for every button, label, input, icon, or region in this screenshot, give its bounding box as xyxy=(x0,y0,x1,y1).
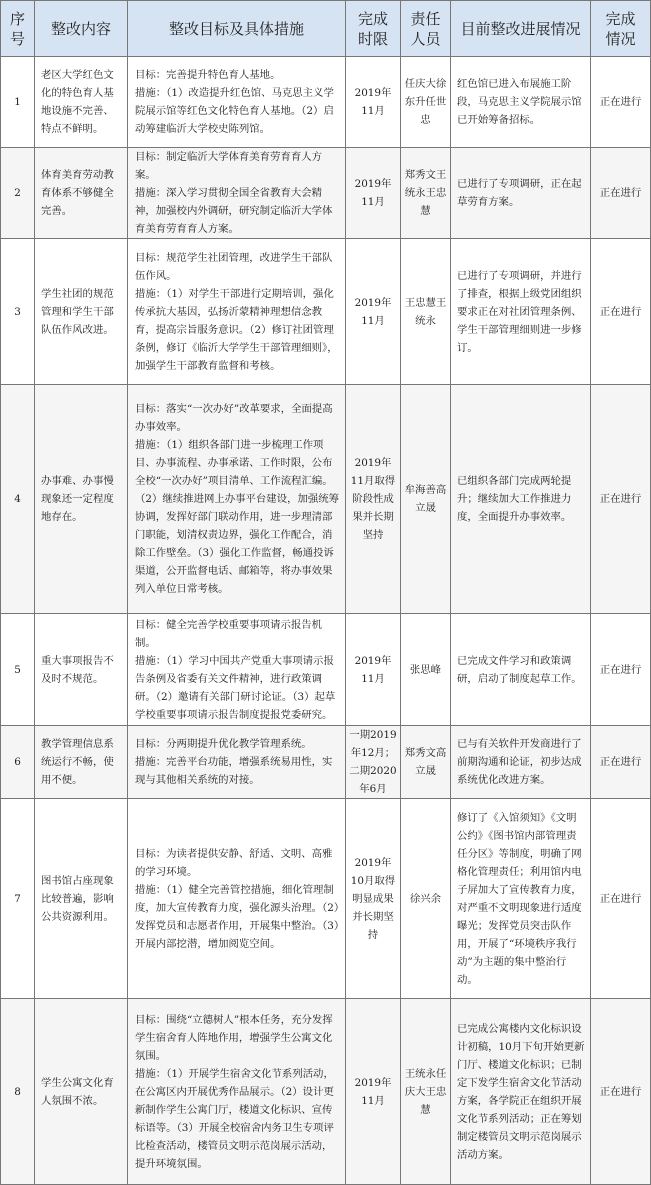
issue-cell: 学生公寓文化育人氛围不浓。 xyxy=(35,999,128,1185)
header-deadline: 完成 时限 xyxy=(346,1,401,57)
measures-cell xyxy=(128,999,346,1185)
deadline-cell: 一期2019年12月；二期2020年6月 xyxy=(346,726,401,799)
target-text: 目标：为读者提供安静、舒适、文明、高雅的学习环境。 xyxy=(135,847,333,878)
header-completion-status: 完成 情况 xyxy=(591,1,651,57)
status-cell: 正在进行 xyxy=(591,239,651,385)
status-cell: 正在进行 xyxy=(591,57,651,148)
table-row xyxy=(1,799,651,999)
table-row xyxy=(1,57,651,148)
row-number: 4 xyxy=(1,385,35,614)
deadline-cell: 2019年11月取得阶段性成果并长期坚持 xyxy=(346,385,401,614)
header-targets-and-measures: 整改目标及具体措施 xyxy=(128,1,346,57)
header-serial-number: 序 号 xyxy=(1,1,35,57)
measures-text: 措施：（1）改造提升红色馆、马克思主义学院展示馆等红色文化特色育人基地。（2）启动筹建临沂大学校史陈列馆。 xyxy=(135,87,334,135)
deadline-cell: 2019年11月 xyxy=(346,999,401,1185)
issue-cell: 重大事项报告不及时不规范。 xyxy=(35,614,128,726)
measures-cell xyxy=(128,799,346,999)
header-rectification-content: 整改内容 xyxy=(35,1,128,57)
responsible-person-cell: 郑秀文高立晟 xyxy=(401,726,451,799)
row-number: 7 xyxy=(1,799,35,999)
measures-text: 措施：（1）开展学生宿舍文化节系列活动，在公寓区内开展优秀作品展示。（2）设计更新制作学生公寓门厅，楼道文化标识、宣传标语等。（3）开展全校宿舍内务卫生专项评比检查活动，楼管员文明示范岗展示活动，提升环境氛围。 xyxy=(135,1067,334,1170)
deadline-cell: 2019年11月 xyxy=(346,148,401,239)
target-text: 目标：落实“一次办好”改革要求，全面提高办事效率。 xyxy=(135,403,333,433)
table-body xyxy=(1,57,651,1185)
status-cell: 正在进行 xyxy=(591,148,651,239)
header-current-progress: 目前整改进展情况 xyxy=(451,1,591,57)
header-row xyxy=(1,1,651,57)
measures-text: 措施：（1）学习中国共产党重大事项请示报告条例及省委有关文件精神，进行政策调研。（2）邀请有关部门研讨论证。（3）起草学校重要事项请示报告制度提报党委研究。 xyxy=(135,654,336,721)
responsible-person-cell: 任庆大徐东升任世忠 xyxy=(401,57,451,148)
status-cell: 正在进行 xyxy=(591,614,651,726)
responsible-person-cell: 张思峰 xyxy=(401,614,451,726)
progress-cell: 已组织各部门完成两轮提升；继续加大工作推进力度，全面提升办事效率。 xyxy=(451,385,591,614)
status-cell: 正在进行 xyxy=(591,999,651,1185)
issue-cell: 学生社团的规范管理和学生干部队伍作风改进。 xyxy=(35,239,128,385)
measures-text: 措施：（1）对学生干部进行定期培训，强化传承抗大基因，弘扬沂蒙精神理想信念教育，提高宗旨服务意识。（2）修订社团管理条例，修订《临沂大学学生干部管理细则》，加强学生干部教育监督和考核。 xyxy=(135,287,338,372)
responsible-person-cell: 徐兴余 xyxy=(401,799,451,999)
row-number: 2 xyxy=(1,148,35,239)
progress-cell: 已完成公寓楼内文化标识设计初稿，10月下旬开始更新门厅、楼道文化标识；已制定下发学生宿舍文化节活动方案，各学院正在组织开展文化节系列活动；正在筹划制定楼管员文明示范岗展示活动方案。 xyxy=(451,999,591,1185)
table-row xyxy=(1,614,651,726)
deadline-cell: 2019年10月取得明显成果并长期坚持 xyxy=(346,799,401,999)
responsible-person-cell: 郑秀文王统永王忠慧 xyxy=(401,148,451,239)
target-text: 目标：规范学生社团管理，改进学生干部队伍作风。 xyxy=(135,251,333,282)
responsible-person-cell: 王忠慧王统永 xyxy=(401,239,451,385)
measures-cell xyxy=(128,57,346,148)
measures-cell xyxy=(128,385,346,614)
measures-cell xyxy=(128,614,346,726)
measures-text: 措施：完善平台功能，增强系统易用性，实现与其他相关系统的对接。 xyxy=(135,756,333,786)
measures-text: 措施：（1）组织各部门进一步梳理工作项目、办事流程、办事承诺、工作时限，公布全校“一次办好”项目清单、工作流程汇编。（2）继续推进网上办事平台建设，加强统筹协调，发挥好部门联动作用，进一步理清部门职能，划清权责边界，强化工作配合，消除工作壁垒。（3）强化工作监督，畅通投诉渠道，公开监督电话、邮箱等，将办事效果列入单位日常考核。 xyxy=(135,439,340,595)
row-number: 5 xyxy=(1,614,35,726)
row-number: 6 xyxy=(1,726,35,799)
progress-cell: 已完成文件学习和政策调研，启动了制度起草工作。 xyxy=(451,614,591,726)
header-responsible-person: 责任 人员 xyxy=(401,1,451,57)
measures-text: 措施：深入学习贯彻全国全省教育大会精神，加强校内外调研，研究制定临沂大学体育美育劳育育人方案。 xyxy=(135,187,333,235)
deadline-cell: 2019年11月 xyxy=(346,57,401,148)
table-row xyxy=(1,385,651,614)
target-text: 目标：健全完善学校重要事项请示报告机制。 xyxy=(135,618,323,649)
measures-cell xyxy=(128,239,346,385)
progress-cell: 已进行了专项调研，并进行了排查，根据上级党团组织要求正在对社团管理条例、学生干部管理细则进一步修订。 xyxy=(451,239,591,385)
issue-cell: 图书馆占座现象比较普遍，影响公共资源利用。 xyxy=(35,799,128,999)
issue-cell: 办事难、办事慢现象还一定程度地存在。 xyxy=(35,385,128,614)
issue-cell: 老区大学红色文化的特色育人基地设施不完善、特点不鲜明。 xyxy=(35,57,128,148)
progress-cell: 已与有关软件开发商进行了前期沟通和论证，初步达成系统优化改进方案。 xyxy=(451,726,591,799)
table-header xyxy=(1,1,651,57)
progress-cell: 已进行了专项调研，正在起草劳育方案。 xyxy=(451,148,591,239)
progress-cell: 修订了《入馆须知》《文明公约》《图书馆内部管理责任分区》等制度，明确了网格化管理责任；利用馆内电子屏加大了宣传教育力度，对严重不文明现象进行适度曝光；发挥党员突击队作用，开展了“环境秩序我行动”为主题的集中整治行动。 xyxy=(451,799,591,999)
table-row xyxy=(1,148,651,239)
target-text: 目标：围绕“立德树人”根本任务，充分发挥学生宿舍育人阵地作用，增强学生公寓文化氛围。 xyxy=(135,1013,333,1062)
progress-cell: 红色馆已进入布展施工阶段，马克思主义学院展示馆已开始筹备招标。 xyxy=(451,57,591,148)
measures-text: 措施：（1）健全完善管控措施，细化管理制度，加大宣传教育力度，强化源头治理。（2）发挥党员和志愿者作用，开展集中整治。（3）开展内部挖潜，增加阅览空间。 xyxy=(135,883,340,950)
target-text: 目标：分两期提升优化教学管理系统。 xyxy=(135,738,312,750)
target-text: 目标：制定临沂大学体育美育劳育育人方案。 xyxy=(135,151,323,181)
measures-cell xyxy=(128,148,346,239)
table-row xyxy=(1,726,651,799)
target-text: 目标：完善提升特色育人基地。 xyxy=(135,69,281,81)
row-number: 3 xyxy=(1,239,35,385)
issue-cell: 教学管理信息系统运行不畅，使用不便。 xyxy=(35,726,128,799)
row-number: 8 xyxy=(1,999,35,1185)
deadline-cell: 2019年11月 xyxy=(346,614,401,726)
status-cell: 正在进行 xyxy=(591,726,651,799)
responsible-person-cell: 牟海善高立晟 xyxy=(401,385,451,614)
row-number: 1 xyxy=(1,57,35,148)
deadline-cell: 2019年11月 xyxy=(346,239,401,385)
table-row xyxy=(1,999,651,1185)
measures-cell xyxy=(128,726,346,799)
status-cell: 正在进行 xyxy=(591,799,651,999)
table-row xyxy=(1,239,651,385)
issue-cell: 体育美育劳动教育体系不够健全完善。 xyxy=(35,148,128,239)
responsible-person-cell: 王统永任庆大王忠慧 xyxy=(401,999,451,1185)
status-cell: 正在进行 xyxy=(591,385,651,614)
